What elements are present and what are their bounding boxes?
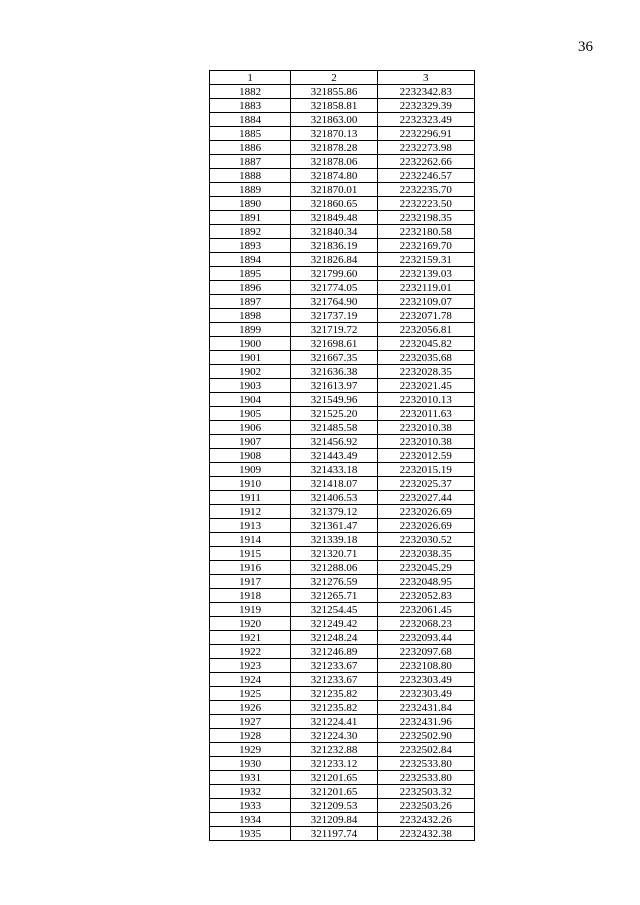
table-row [210, 715, 475, 729]
y-coordinate-cell: 2232139.03 [377, 267, 474, 281]
y-coordinate-cell: 2232097.68 [377, 645, 474, 659]
table-row [210, 617, 475, 631]
point-number-cell: 1898 [210, 309, 291, 323]
table-row [210, 85, 475, 99]
y-coordinate-cell: 2232432.38 [377, 827, 474, 841]
y-coordinate-cell: 2232026.69 [377, 519, 474, 533]
point-number-cell: 1913 [210, 519, 291, 533]
point-number-cell: 1917 [210, 575, 291, 589]
table-row [210, 239, 475, 253]
point-number-cell: 1889 [210, 183, 291, 197]
y-coordinate-cell: 2232010.38 [377, 421, 474, 435]
x-coordinate-cell: 321870.13 [291, 127, 377, 141]
table-row [210, 589, 475, 603]
y-coordinate-cell: 2232169.70 [377, 239, 474, 253]
y-coordinate-cell: 2232503.32 [377, 785, 474, 799]
x-coordinate-cell: 321235.82 [291, 687, 377, 701]
y-coordinate-cell: 2232108.80 [377, 659, 474, 673]
table-row [210, 337, 475, 351]
point-number-cell: 1907 [210, 435, 291, 449]
y-coordinate-cell: 2232432.26 [377, 813, 474, 827]
y-coordinate-cell: 2232061.45 [377, 603, 474, 617]
table-row [210, 407, 475, 421]
column-header-2: 2 [291, 71, 377, 85]
table-row [210, 505, 475, 519]
table-row [210, 519, 475, 533]
point-number-cell: 1935 [210, 827, 291, 841]
x-coordinate-cell: 321418.07 [291, 477, 377, 491]
table-row [210, 211, 475, 225]
x-coordinate-cell: 321667.35 [291, 351, 377, 365]
point-number-cell: 1903 [210, 379, 291, 393]
y-coordinate-cell: 2232159.31 [377, 253, 474, 267]
point-number-cell: 1934 [210, 813, 291, 827]
x-coordinate-cell: 321855.86 [291, 85, 377, 99]
point-number-cell: 1885 [210, 127, 291, 141]
y-coordinate-cell: 2232045.82 [377, 337, 474, 351]
x-coordinate-cell: 321840.34 [291, 225, 377, 239]
column-header-3: 3 [377, 71, 474, 85]
point-number-cell: 1894 [210, 253, 291, 267]
point-number-cell: 1919 [210, 603, 291, 617]
table-row [210, 631, 475, 645]
table-row [210, 729, 475, 743]
point-number-cell: 1928 [210, 729, 291, 743]
table-row [210, 771, 475, 785]
y-coordinate-cell: 2232533.80 [377, 757, 474, 771]
y-coordinate-cell: 2232052.83 [377, 589, 474, 603]
point-number-cell: 1915 [210, 547, 291, 561]
table-row [210, 225, 475, 239]
table-row [210, 743, 475, 757]
table-row [210, 463, 475, 477]
x-coordinate-cell: 321209.53 [291, 799, 377, 813]
table-row [210, 113, 475, 127]
y-coordinate-cell: 2232342.83 [377, 85, 474, 99]
point-number-cell: 1891 [210, 211, 291, 225]
x-coordinate-cell: 321197.74 [291, 827, 377, 841]
table-row [210, 547, 475, 561]
table-row [210, 673, 475, 687]
y-coordinate-cell: 2232030.52 [377, 533, 474, 547]
y-coordinate-cell: 2232068.23 [377, 617, 474, 631]
x-coordinate-cell: 321201.65 [291, 771, 377, 785]
y-coordinate-cell: 2232093.44 [377, 631, 474, 645]
y-coordinate-cell: 2232296.91 [377, 127, 474, 141]
x-coordinate-cell: 321276.59 [291, 575, 377, 589]
y-coordinate-cell: 2232010.13 [377, 393, 474, 407]
x-coordinate-cell: 321878.28 [291, 141, 377, 155]
table-row [210, 295, 475, 309]
table-row [210, 253, 475, 267]
point-number-cell: 1897 [210, 295, 291, 309]
point-number-cell: 1900 [210, 337, 291, 351]
x-coordinate-cell: 321233.67 [291, 673, 377, 687]
x-coordinate-cell: 321836.19 [291, 239, 377, 253]
x-coordinate-cell: 321320.71 [291, 547, 377, 561]
y-coordinate-cell: 2232012.59 [377, 449, 474, 463]
x-coordinate-cell: 321265.71 [291, 589, 377, 603]
point-number-cell: 1922 [210, 645, 291, 659]
y-coordinate-cell: 2232431.84 [377, 701, 474, 715]
table-row [210, 659, 475, 673]
table-row [210, 351, 475, 365]
y-coordinate-cell: 2232071.78 [377, 309, 474, 323]
table-row [210, 155, 475, 169]
y-coordinate-cell: 2232303.49 [377, 687, 474, 701]
y-coordinate-cell: 2232026.69 [377, 505, 474, 519]
x-coordinate-cell: 321719.72 [291, 323, 377, 337]
y-coordinate-cell: 2232235.70 [377, 183, 474, 197]
y-coordinate-cell: 2232015.19 [377, 463, 474, 477]
table-row [210, 99, 475, 113]
x-coordinate-cell: 321485.58 [291, 421, 377, 435]
table-row [210, 575, 475, 589]
x-coordinate-cell: 321288.06 [291, 561, 377, 575]
point-number-cell: 1910 [210, 477, 291, 491]
point-number-cell: 1918 [210, 589, 291, 603]
table-row [210, 813, 475, 827]
y-coordinate-cell: 2232048.95 [377, 575, 474, 589]
table-row [210, 645, 475, 659]
table-row [210, 379, 475, 393]
table-row [210, 827, 475, 841]
coordinates-table [209, 70, 475, 841]
table-row [210, 533, 475, 547]
x-coordinate-cell: 321201.65 [291, 785, 377, 799]
table-row [210, 799, 475, 813]
x-coordinate-cell: 321209.84 [291, 813, 377, 827]
point-number-cell: 1911 [210, 491, 291, 505]
y-coordinate-cell: 2232180.58 [377, 225, 474, 239]
point-number-cell: 1886 [210, 141, 291, 155]
x-coordinate-cell: 321863.00 [291, 113, 377, 127]
point-number-cell: 1921 [210, 631, 291, 645]
table-row [210, 141, 475, 155]
x-coordinate-cell: 321525.20 [291, 407, 377, 421]
y-coordinate-cell: 2232323.49 [377, 113, 474, 127]
y-coordinate-cell: 2232011.63 [377, 407, 474, 421]
x-coordinate-cell: 321774.05 [291, 281, 377, 295]
y-coordinate-cell: 2232198.35 [377, 211, 474, 225]
point-number-cell: 1932 [210, 785, 291, 799]
x-coordinate-cell: 321248.24 [291, 631, 377, 645]
point-number-cell: 1883 [210, 99, 291, 113]
x-coordinate-cell: 321379.12 [291, 505, 377, 519]
table-row [210, 183, 475, 197]
y-coordinate-cell: 2232533.80 [377, 771, 474, 785]
y-coordinate-cell: 2232329.39 [377, 99, 474, 113]
x-coordinate-cell: 321613.97 [291, 379, 377, 393]
y-coordinate-cell: 2232273.98 [377, 141, 474, 155]
point-number-cell: 1927 [210, 715, 291, 729]
table-row [210, 561, 475, 575]
table-row [210, 477, 475, 491]
x-coordinate-cell: 321233.67 [291, 659, 377, 673]
y-coordinate-cell: 2232056.81 [377, 323, 474, 337]
table-row [210, 687, 475, 701]
x-coordinate-cell: 321246.89 [291, 645, 377, 659]
y-coordinate-cell: 2232502.90 [377, 729, 474, 743]
point-number-cell: 1931 [210, 771, 291, 785]
y-coordinate-cell: 2232502.84 [377, 743, 474, 757]
x-coordinate-cell: 321870.01 [291, 183, 377, 197]
x-coordinate-cell: 321858.81 [291, 99, 377, 113]
x-coordinate-cell: 321443.49 [291, 449, 377, 463]
point-number-cell: 1930 [210, 757, 291, 771]
x-coordinate-cell: 321737.19 [291, 309, 377, 323]
y-coordinate-cell: 2232503.26 [377, 799, 474, 813]
table-row [210, 603, 475, 617]
point-number-cell: 1888 [210, 169, 291, 183]
point-number-cell: 1892 [210, 225, 291, 239]
x-coordinate-cell: 321849.48 [291, 211, 377, 225]
point-number-cell: 1902 [210, 365, 291, 379]
x-coordinate-cell: 321878.06 [291, 155, 377, 169]
x-coordinate-cell: 321249.42 [291, 617, 377, 631]
point-number-cell: 1899 [210, 323, 291, 337]
point-number-cell: 1914 [210, 533, 291, 547]
x-coordinate-cell: 321361.47 [291, 519, 377, 533]
x-coordinate-cell: 321698.61 [291, 337, 377, 351]
x-coordinate-cell: 321224.30 [291, 729, 377, 743]
table-row [210, 281, 475, 295]
x-coordinate-cell: 321826.84 [291, 253, 377, 267]
x-coordinate-cell: 321339.18 [291, 533, 377, 547]
x-coordinate-cell: 321799.60 [291, 267, 377, 281]
y-coordinate-cell: 2232038.35 [377, 547, 474, 561]
y-coordinate-cell: 2232010.38 [377, 435, 474, 449]
point-number-cell: 1912 [210, 505, 291, 519]
table-row [210, 491, 475, 505]
table-row [210, 449, 475, 463]
y-coordinate-cell: 2232027.44 [377, 491, 474, 505]
table-row [210, 701, 475, 715]
y-coordinate-cell: 2232119.01 [377, 281, 474, 295]
x-coordinate-cell: 321232.88 [291, 743, 377, 757]
table-row [210, 421, 475, 435]
page-number: 36 [578, 39, 593, 55]
table-row [210, 757, 475, 771]
y-coordinate-cell: 2232246.57 [377, 169, 474, 183]
table-row [210, 197, 475, 211]
point-number-cell: 1901 [210, 351, 291, 365]
x-coordinate-cell: 321874.80 [291, 169, 377, 183]
header-row [210, 71, 475, 85]
x-coordinate-cell: 321764.90 [291, 295, 377, 309]
point-number-cell: 1882 [210, 85, 291, 99]
point-number-cell: 1884 [210, 113, 291, 127]
y-coordinate-cell: 2232109.07 [377, 295, 474, 309]
table-header [210, 71, 475, 85]
x-coordinate-cell: 321233.12 [291, 757, 377, 771]
table-row [210, 393, 475, 407]
x-coordinate-cell: 321636.38 [291, 365, 377, 379]
point-number-cell: 1909 [210, 463, 291, 477]
point-number-cell: 1896 [210, 281, 291, 295]
point-number-cell: 1920 [210, 617, 291, 631]
y-coordinate-cell: 2232028.35 [377, 365, 474, 379]
x-coordinate-cell: 321254.45 [291, 603, 377, 617]
y-coordinate-cell: 2232021.45 [377, 379, 474, 393]
x-coordinate-cell: 321406.53 [291, 491, 377, 505]
table-body [210, 85, 475, 841]
table-row [210, 323, 475, 337]
x-coordinate-cell: 321235.82 [291, 701, 377, 715]
y-coordinate-cell: 2232303.49 [377, 673, 474, 687]
point-number-cell: 1916 [210, 561, 291, 575]
point-number-cell: 1929 [210, 743, 291, 757]
point-number-cell: 1933 [210, 799, 291, 813]
point-number-cell: 1925 [210, 687, 291, 701]
point-number-cell: 1895 [210, 267, 291, 281]
table-row [210, 169, 475, 183]
point-number-cell: 1905 [210, 407, 291, 421]
point-number-cell: 1923 [210, 659, 291, 673]
table-row [210, 309, 475, 323]
point-number-cell: 1887 [210, 155, 291, 169]
column-header-1: 1 [210, 71, 291, 85]
point-number-cell: 1926 [210, 701, 291, 715]
x-coordinate-cell: 321456.92 [291, 435, 377, 449]
point-number-cell: 1893 [210, 239, 291, 253]
table-row [210, 435, 475, 449]
y-coordinate-cell: 2232045.29 [377, 561, 474, 575]
x-coordinate-cell: 321433.18 [291, 463, 377, 477]
x-coordinate-cell: 321549.96 [291, 393, 377, 407]
x-coordinate-cell: 321860.65 [291, 197, 377, 211]
y-coordinate-cell: 2232025.37 [377, 477, 474, 491]
x-coordinate-cell: 321224.41 [291, 715, 377, 729]
table-row [210, 127, 475, 141]
point-number-cell: 1904 [210, 393, 291, 407]
table-row [210, 267, 475, 281]
table-row [210, 365, 475, 379]
point-number-cell: 1890 [210, 197, 291, 211]
point-number-cell: 1908 [210, 449, 291, 463]
y-coordinate-cell: 2232431.96 [377, 715, 474, 729]
point-number-cell: 1906 [210, 421, 291, 435]
y-coordinate-cell: 2232223.50 [377, 197, 474, 211]
table-row [210, 785, 475, 799]
point-number-cell: 1924 [210, 673, 291, 687]
y-coordinate-cell: 2232262.66 [377, 155, 474, 169]
y-coordinate-cell: 2232035.68 [377, 351, 474, 365]
